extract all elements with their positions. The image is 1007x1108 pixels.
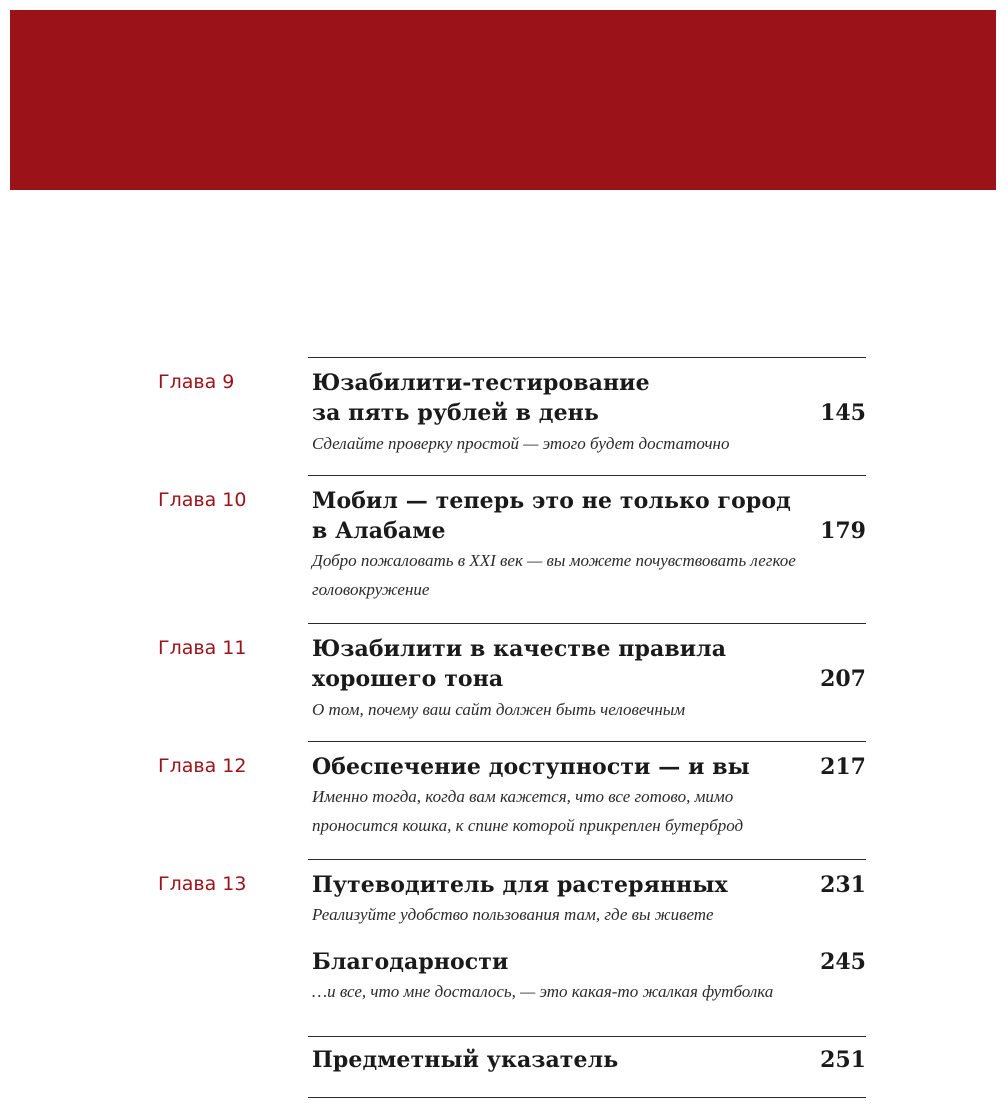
entry-divider bbox=[308, 741, 866, 742]
page-number: 217 bbox=[820, 754, 866, 780]
entry-subtitle bbox=[312, 546, 872, 604]
chapter-label: Глава 10 bbox=[158, 489, 247, 511]
entry-subtitle-line-1: Именно тогда, когда вам кажется, что все готово, мимо bbox=[312, 787, 734, 806]
entry-subtitle bbox=[312, 429, 872, 458]
entry-title bbox=[312, 486, 832, 546]
entry-subtitle-line-1: О том, почему ваш сайт должен быть человечным bbox=[312, 700, 686, 719]
entry-divider-bottom bbox=[308, 1097, 866, 1098]
entry-title-line-1: Обеспечение доступности — и вы bbox=[312, 754, 750, 780]
page-number: 207 bbox=[820, 666, 866, 692]
entry-title bbox=[312, 870, 782, 900]
toc-entry-chapter-11[interactable] bbox=[0, 623, 1007, 741]
entry-title-line-1: Юзабилити в качестве правила bbox=[312, 636, 727, 662]
chapter-label: Глава 11 bbox=[158, 637, 247, 659]
entry-title bbox=[312, 947, 782, 977]
chapter-label: Глава 12 bbox=[158, 755, 247, 777]
entry-title-line-1: Юзабилити-тестирование bbox=[312, 370, 650, 396]
entry-title bbox=[312, 634, 782, 694]
entry-subtitle bbox=[312, 782, 872, 840]
entry-title bbox=[312, 1045, 782, 1075]
page-number: 145 bbox=[820, 400, 866, 426]
toc-entry-chapter-9[interactable] bbox=[0, 357, 1007, 475]
entry-title-line-1: Предметный указатель bbox=[312, 1047, 619, 1073]
page-number: 251 bbox=[820, 1047, 866, 1073]
entry-subtitle-line-1: Сделайте проверку простой — этого будет достаточно bbox=[312, 434, 730, 453]
page-number: 245 bbox=[820, 949, 866, 975]
toc-entry-chapter-13[interactable] bbox=[0, 859, 1007, 947]
header-banner bbox=[10, 10, 996, 190]
entry-title-line-1: Путеводитель для растерянных bbox=[312, 872, 728, 898]
entry-title-line-2: хорошего тона bbox=[312, 666, 504, 692]
toc-entry-acknowledgements[interactable] bbox=[0, 947, 1007, 1036]
entry-subtitle-line-1: Добро пожаловать в XXI век — вы можете почувствовать легкое bbox=[312, 551, 796, 570]
entry-title-line-2: за пять рублей в день bbox=[312, 400, 599, 426]
entry-divider bbox=[308, 475, 866, 476]
entry-divider bbox=[308, 859, 866, 860]
entry-divider bbox=[308, 1036, 866, 1037]
chapter-label: Глава 13 bbox=[158, 873, 247, 895]
entry-subtitle-line-2: проносится кошка, к спине которой прикреплен бутерброд bbox=[312, 816, 744, 835]
entry-subtitle bbox=[312, 977, 872, 1006]
entry-subtitle-line-1: Реализуйте удобство пользования там, где вы живете bbox=[312, 905, 714, 924]
entry-title-line-2: в Алабаме bbox=[312, 518, 446, 544]
toc-entry-chapter-12[interactable] bbox=[0, 741, 1007, 859]
entry-subtitle-line-1: …и все, что мне досталось, — это какая-то жалкая футболка bbox=[312, 982, 774, 1001]
toc-entry-chapter-10[interactable] bbox=[0, 475, 1007, 623]
entry-subtitle bbox=[312, 900, 872, 929]
chapter-label: Глава 9 bbox=[158, 371, 235, 393]
entry-subtitle-line-2: головокружение bbox=[312, 580, 430, 599]
entry-title bbox=[312, 752, 782, 782]
entry-title-line-1: Благодарности bbox=[312, 949, 509, 975]
page-number: 231 bbox=[820, 872, 866, 898]
entry-title bbox=[312, 368, 782, 428]
entry-divider bbox=[308, 623, 866, 624]
toc-entry-index[interactable] bbox=[0, 1036, 1007, 1098]
entry-divider bbox=[308, 357, 866, 358]
entry-subtitle bbox=[312, 695, 872, 724]
page-number: 179 bbox=[820, 518, 866, 544]
entry-title-line-1: Мобил — теперь это не только город bbox=[312, 488, 791, 514]
